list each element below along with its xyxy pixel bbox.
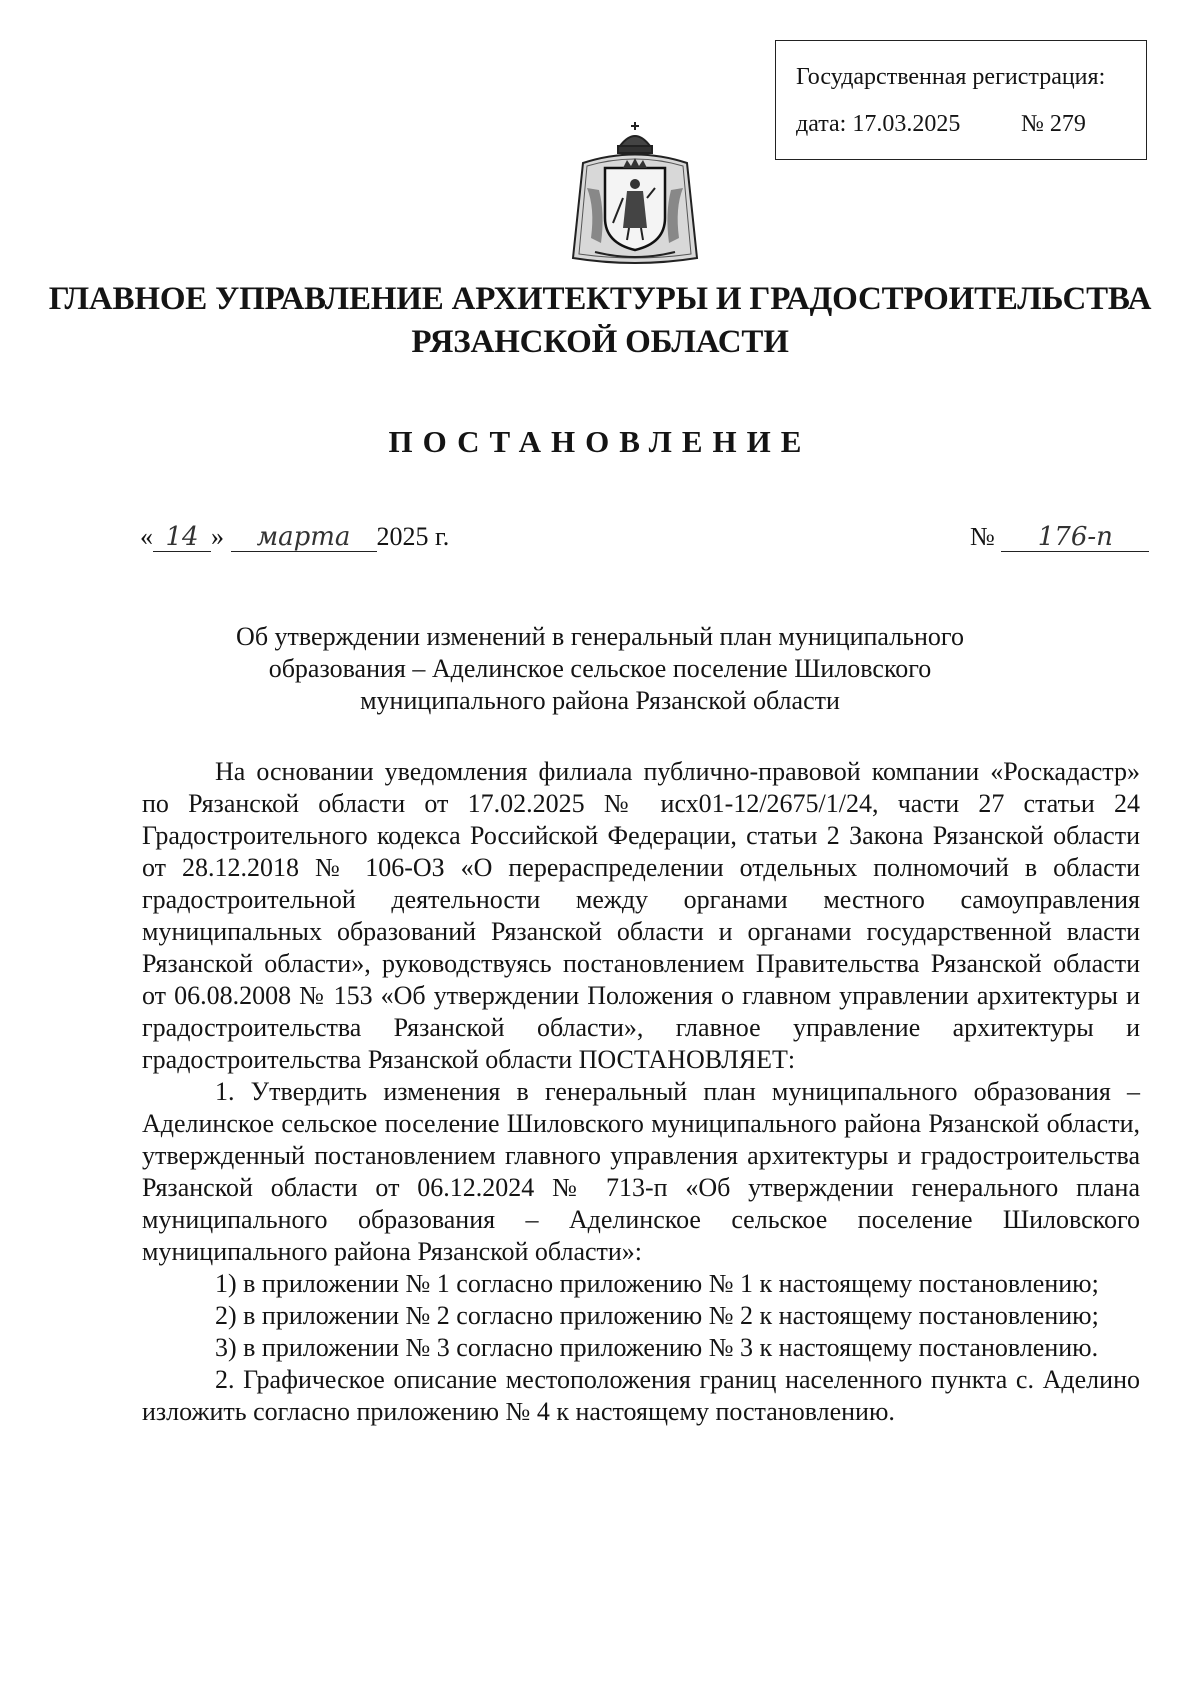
date-close-quote: »	[211, 522, 224, 551]
preamble-paragraph: На основании уведомления филиала публично-правовой компании «Роскадастр» по Рязанской области от 17.02.2025 № исх01-12/2675/1/24, части 27 статьи 24 Градостроительного кодекса Российской Федерации, статьи 2 Закона Рязанской области от 28.12.2018 № 106-ОЗ «О перераспределении отдельных полномочий в области градостроительной деятельности между органами местного самоуправления муниципальных образований Рязанской области и органами государственной власти Рязанской области», руководствуясь постановлением Правительства Рязанской области от 06.08.2008 № 153 «Об утверждении Положения о главном управлении архитектуры и градостроительства Рязанской области», главное управление архитектуры и градостроительства Рязанской области ПОСТАНОВЛЯЕТ:	[142, 757, 1140, 1074]
subject-line3: муниципального района Рязанской области	[360, 686, 840, 715]
date-open-quote: «	[140, 522, 153, 551]
subitem-3-paragraph: 3) в приложении № 3 согласно приложению № 3 к настоящему постановлению.	[215, 1333, 1099, 1362]
registration-title: Государственная регистрация:	[796, 64, 1106, 90]
document-number	[970, 522, 1149, 552]
document-number-label: №	[970, 522, 995, 551]
state-registration-box	[775, 40, 1147, 160]
item-1-paragraph: 1. Утвердить изменения в генеральный план муниципального образования – Аделинское сельское поселение Шиловского муниципального района Рязанской области, утвержденный постановлением главного управления архитектуры и градостроительства Рязанской области от 06.12.2024 № 713-п «Об утверждении генерального плана муниципального образования – Аделинское сельское поселение Шиловского муниципального района Рязанской области»:	[142, 1077, 1140, 1266]
subitem-2-paragraph: 2) в приложении № 2 согласно приложению № 2 к настоящему постановлению;	[215, 1301, 1099, 1330]
registration-date: дата: 17.03.2025	[796, 111, 961, 137]
item-2-paragraph: 2. Графическое описание местоположения границ населенного пункта с. Аделино изложить согласно приложению № 4 к настоящему постановлению.	[142, 1365, 1140, 1426]
document-number-value: 176-п	[1001, 524, 1149, 552]
date-day: 14	[153, 524, 211, 552]
subitem-1-paragraph: 1) в приложении № 1 согласно приложению № 1 к настоящему постановлению;	[215, 1269, 1099, 1298]
organization-name-line1: ГЛАВНОЕ УПРАВЛЕНИЕ АРХИТЕКТУРЫ И ГРАДОСТРОИТЕЛЬСТВА	[48, 281, 1152, 317]
date-year: 2025 г.	[376, 522, 450, 551]
date-month: марта	[231, 524, 377, 552]
subject-line1: Об утверждении изменений в генеральный план муниципального	[236, 622, 964, 651]
organization-name	[0, 278, 1200, 364]
document-subject	[0, 621, 1200, 717]
organization-name-line2: РЯЗАНСКОЙ ОБЛАСТИ	[411, 324, 789, 360]
document-body	[142, 756, 1140, 1428]
registration-number: № 279	[1021, 111, 1086, 137]
coat-of-arms-ryazan-icon	[565, 118, 705, 268]
subject-line2: образования – Аделинское сельское поселение Шиловского	[268, 654, 932, 683]
document-date	[140, 522, 449, 552]
document-type-title: ПОСТАНОВЛЕНИЕ	[388, 424, 812, 459]
